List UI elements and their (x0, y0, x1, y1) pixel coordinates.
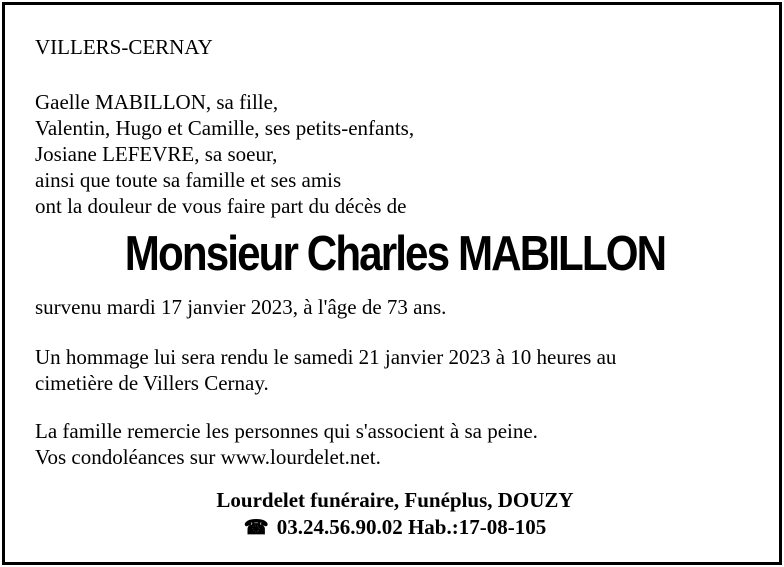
funeral-home-name: Lourdelet funéraire, Funéplus, DOUZY (216, 488, 574, 512)
phone-icon: ☎ (243, 517, 269, 539)
thanks-message (35, 419, 538, 471)
family-line: Gaelle MABILLON, sa fille, (35, 90, 279, 114)
death-details: survenu mardi 17 janvier 2023, à l'âge de 73 ans. (35, 295, 447, 319)
thanks-line: La famille remercie les personnes qui s'associent à sa peine. (35, 419, 538, 443)
family-line: ainsi que toute sa famille et ses amis (35, 168, 342, 192)
family-line: Josiane LEFEVRE, sa soeur, (35, 142, 278, 166)
tribute-details (35, 345, 616, 397)
contact-number: 03.24.56.90.02 Hab.:17-08-105 (276, 515, 547, 539)
thanks-line: Vos condoléances sur www.lourdelet.net. (35, 445, 381, 469)
contact-line (5, 514, 784, 542)
family-announcement (35, 90, 414, 220)
deceased-name: Monsieur Charles MABILLON (124, 227, 666, 281)
town-heading: VILLERS-CERNAY (35, 35, 213, 59)
tribute-line: Un hommage lui sera rendu le samedi 21 janvier 2023 à 10 heures au (35, 345, 617, 369)
family-line: Valentin, Hugo et Camille, ses petits-enfants, (35, 116, 415, 140)
family-line: ont la douleur de vous faire part du décès de (35, 194, 407, 218)
obituary-notice (2, 2, 782, 565)
tribute-line: cimetière de Villers Cernay. (35, 371, 269, 395)
